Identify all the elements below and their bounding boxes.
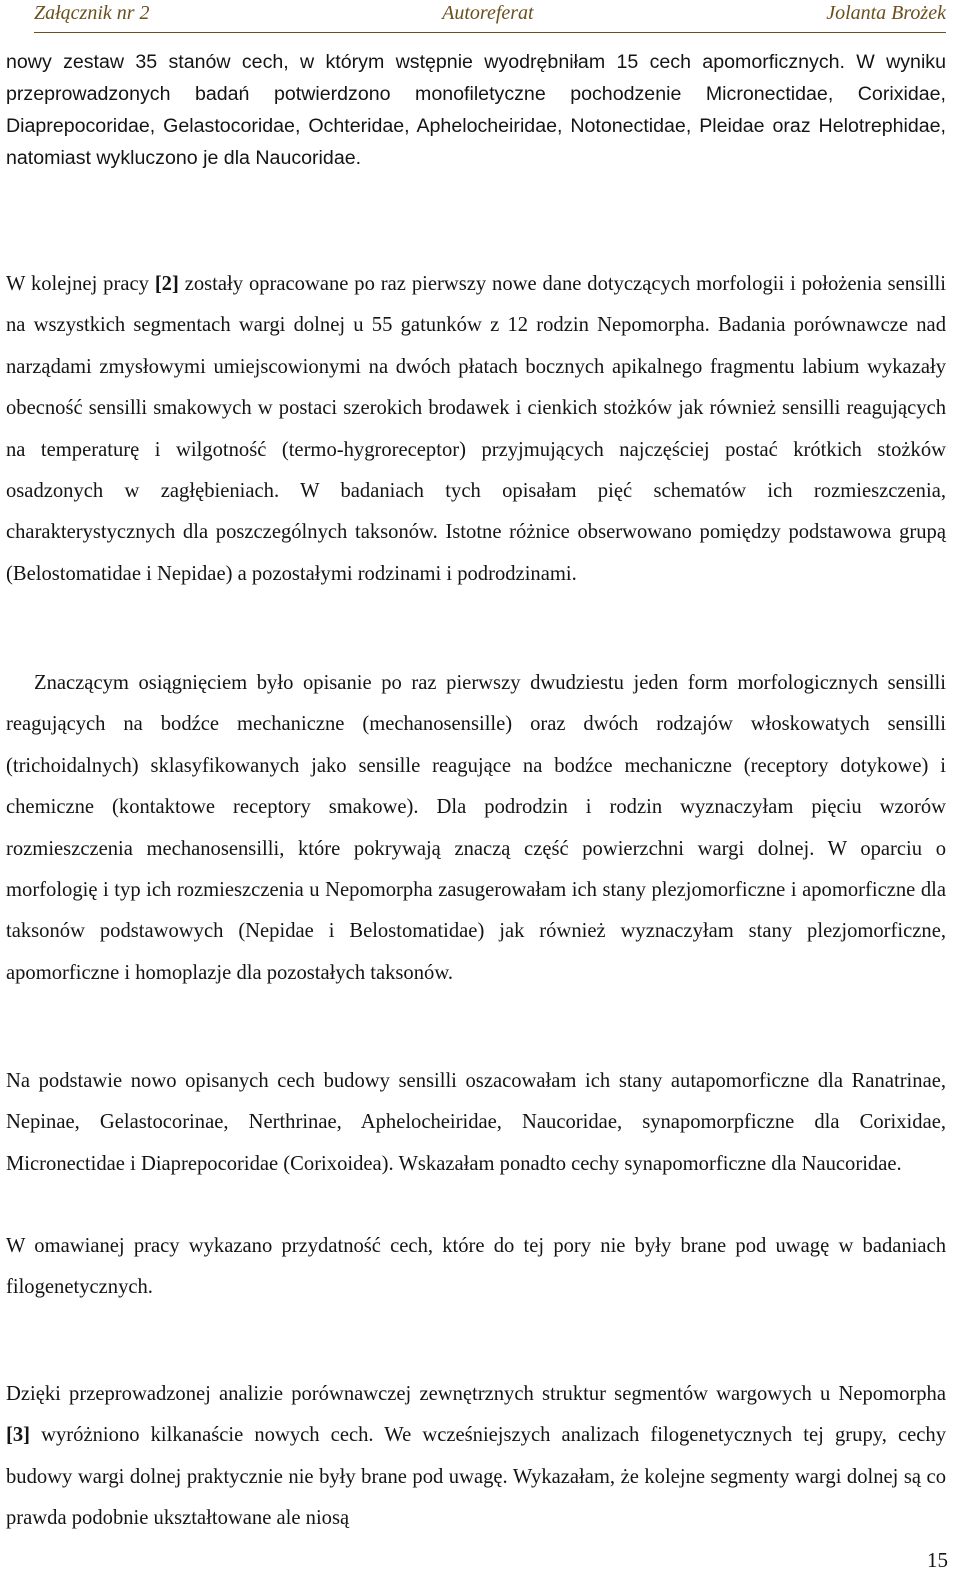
paragraph-1: nowy zestaw 35 stanów cech, w którym wstępnie wyodrębniłam 15 cech apomorficznych. W wyniku przeprowadzonych badań potwierdzono monofiletyczne pochodzenie Micronectidae, Corixidae, Diaprepocoridae, Gelastocoridae, Ochteridae, Aphelocheiridae, Notonectidae, Pleidae oraz Helotrephidae, natomiast wykluczono je dla Naucoridae. (6, 51, 946, 169)
header-annex-label: Załącznik nr 2 (34, 2, 150, 24)
running-header (34, 2, 946, 28)
page-number: 15 (927, 1548, 948, 1572)
paragraph-2 (6, 264, 946, 595)
paragraph-6 (6, 1374, 946, 1540)
paragraph-2-text-b: zostały opracowane po raz pierwszy nowe dane dotyczących morfologii i położenia sensilli na wszystkich segmentach wargi dolnej u 55 gatunków z 12 rodzin Nepomorpha. Badania porównawcze nad narządami zmysłowymi umiejscowionymi na dwóch płatach bocznych apikalnego fragmentu labium wykazały obecność sensilli smakowych w postaci szerokich brodawek i cienkich stożków jak również sensilli reagujących na temperaturę i wilgotność (termo-hygroreceptor) przyjmujących najczęściej postać krótkich stożków osadzonych w zagłębieniach. W badaniach tych opisałam pięć schematów ich rozmieszczenia, charakterystycznych dla poszczególnych taksonów. Istotne różnice obserwowano pomiędzy podstawowa grupą (Belostomatidae i Nepidae) a pozostałymi rodzinami i podrodzinami. (6, 273, 946, 585)
header-author: Jolanta Brożek (826, 2, 946, 24)
citation-ref-2: [2] (154, 273, 179, 295)
header-document-type: Autoreferat (442, 2, 534, 24)
paragraph-4: Na podstawie nowo opisanych cech budowy sensilli oszacowałam ich stany autapomorficzne dla Ranatrinae, Nepinae, Gelastocorinae, Nerthrinae, Aphelocheiridae, Naucoridae, synapomorpficzne dla Corixidae, Micronectidae i Diaprepocoridae (Corixoidea). Wskazałam ponadto cechy synapomorficzne dla Naucoridae. (6, 1070, 946, 1175)
paragraph-2-text-a: W kolejnej pracy (6, 273, 155, 295)
header-rule (34, 32, 946, 33)
paragraph-3: Znaczącym osiągnięciem było opisanie po raz pierwszy dwudziestu jeden form morfologicznych sensilli reagujących na bodźce mechaniczne (mechanosensille) oraz dwóch rodzajów włoskowatych sensilli (trichoidalnych) sklasyfikowanych jako sensille reagujące na bodźce mechaniczne (receptory dotykowe) i chemiczne (kontaktowe receptory smakowe). Dla podrodzin i rodzin wyznaczyłam pięciu wzorów rozmieszczenia mechanosensilli, które pokrywają znaczą część powierzchni wargi dolnej. W oparciu o morfologię i typ ich rozmieszczenia u Nepomorpha zasugerowałam ich stany plezjomorficzne i apomorficzne dla taksonów podstawowych (Nepidae i Belostomatidae) jak również wyznaczyłam stany plezjomorficzne, apomorficzne i homoplazje dla pozostałych taksonów. (6, 672, 946, 984)
paragraph-5: W omawianej pracy wykazano przydatność cech, które do tej pory nie były brane pod uwagę w badaniach filogenetycznych. (6, 1235, 946, 1299)
paragraph-6-text-b: wyróżniono kilkanaście nowych cech. We wcześniejszych analizach filogenetycznych tej grupy, cechy budowy wargi dolnej praktycznie nie były brane pod uwagę. Wykazałam, że kolejne segmenty wargi dolnej są co prawda podobnie ukształtowane ale niosą (6, 1424, 946, 1530)
citation-ref-3: [3] (6, 1424, 31, 1447)
paragraph-6-text-a: Dzięki przeprowadzonej analizie porównawczej zewnętrznych struktur segmentów wargowych u Nepomorpha (6, 1383, 946, 1405)
